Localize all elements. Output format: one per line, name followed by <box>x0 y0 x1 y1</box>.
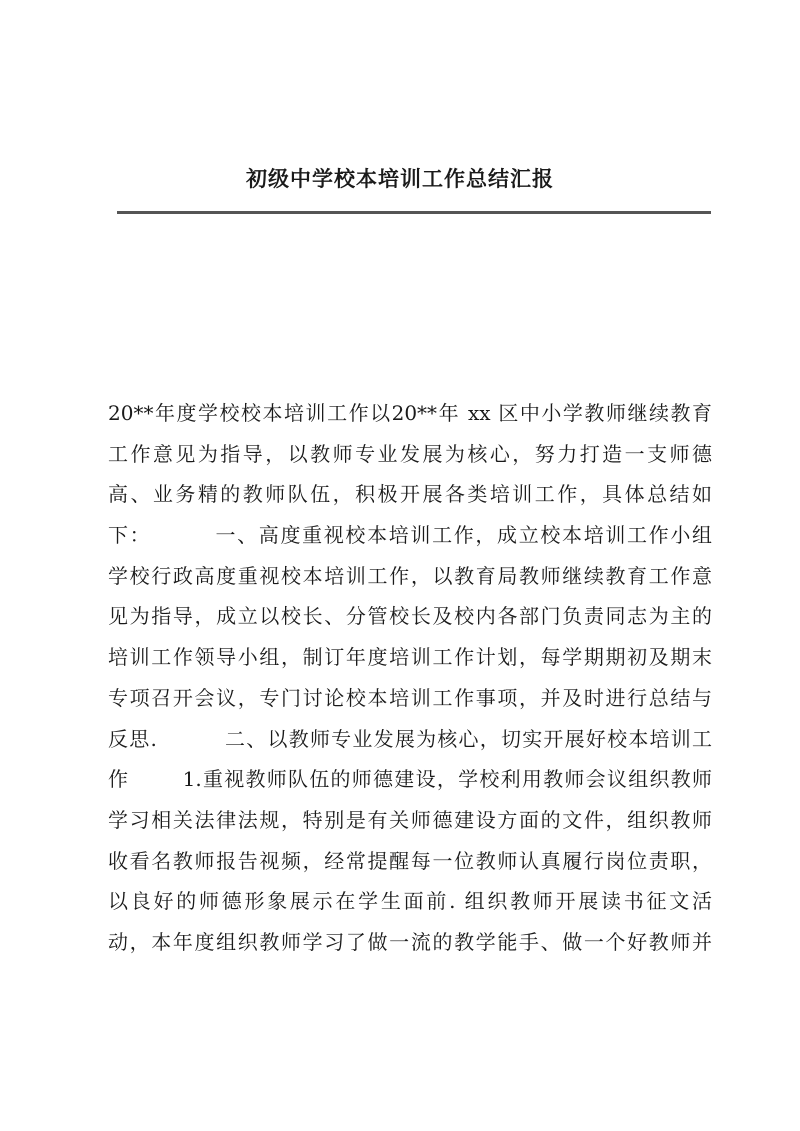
body-line: 见为指导，成立以校长、分管校长及校内各部门负责同志为主的 <box>108 604 712 629</box>
body-line: 20**年度学校校本培训工作以20**年 xx 区中小学教师继续教育 <box>108 401 712 425</box>
body-line: 培训工作领导小组，制订年度培训工作计划，每学期期初及期末 <box>108 645 712 670</box>
body-line: 以良好的师德形象展示在学生面前. 组织教师开展读书征文活 <box>108 889 712 914</box>
body-line: 工作意见为指导，以教师专业发展为核心，努力打造一支师德 <box>108 441 712 466</box>
body-line: 学校行政高度重视校本培训工作，以教育局教师继续教育工作意 <box>108 563 712 588</box>
document-title: 初级中学校本培训工作总结汇报 <box>246 166 554 191</box>
body-line: 下： 一、高度重视校本培训工作，成立校本培训工作小组 <box>108 523 712 548</box>
document-body <box>108 393 712 963</box>
body-line: 学习相关法律法规，特别是有关师德建设方面的文件，组织教师 <box>108 807 712 832</box>
body-line: 收看名教师报告视频，经常提醒每一位教师认真履行岗位责职， <box>108 848 712 873</box>
body-line: 作 1.重视教师队伍的师德建设，学校利用教师会议组织教师 <box>108 767 712 792</box>
body-line: 高、业务精的教师队伍，积极开展各类培训工作，具体总结如 <box>108 482 712 507</box>
body-line: 动，本年度组织教师学习了做一流的教学能手、做一个好教师并 <box>108 929 712 954</box>
body-line: 反思. 二、以教师专业发展为核心，切实开展好校本培训工 <box>108 726 712 751</box>
title-underline <box>117 211 711 214</box>
body-line: 专项召开会议，专门讨论校本培训工作事项，并及时进行总结与 <box>108 685 712 710</box>
